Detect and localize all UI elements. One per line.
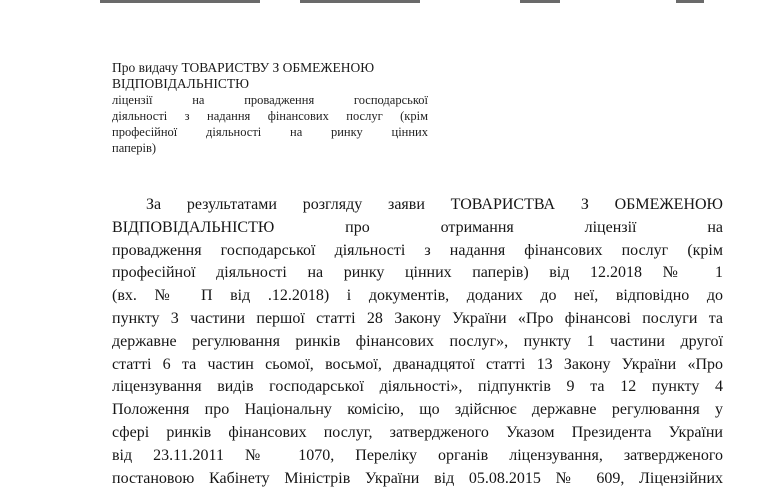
heading-subtitle-line: паперів) <box>112 141 157 155</box>
scan-mark <box>100 0 260 3</box>
body-line: Положення про Національну комісію, що здійснює державне регулювання у <box>112 401 723 419</box>
heading-title-line-2: ВІДПОВІДАЛЬНІСТЮ <box>112 76 249 91</box>
scan-mark <box>300 0 420 3</box>
body-line: (вх. № П від .12.2018) і документів, доданих до неї, відповідно до <box>112 287 723 305</box>
body-line: державне регулювання ринків фінансових послуг», пункту 1 частини другої <box>112 332 723 350</box>
body-line: ВІДПОВІДАЛЬНІСТЮ про отримання ліцензії на <box>112 218 723 236</box>
body-line: постановою Кабінету Міністрів України від 05.08.2015 № 609, Ліцензійних <box>112 469 723 487</box>
body-line: ліцензування видів господарської діяльності», підпунктів 9 та 12 пункту 4 <box>112 378 723 396</box>
document-heading <box>112 60 428 156</box>
body-line: провадження господарської діяльності з надання фінансових послуг (крім <box>112 241 723 259</box>
top-scan-marks <box>0 0 775 6</box>
body-line: За результатами розгляду заяви ТОВАРИСТВА З ОБМЕЖЕНОЮ <box>146 196 723 213</box>
body-line: сфері ринків фінансових послуг, затвердженого Указом Президента України <box>112 423 723 441</box>
body-line: статті 6 та частин сьомої, восьмої, дванадцятої статті 13 Закону України «Про <box>112 355 723 373</box>
document-body <box>112 194 723 490</box>
heading-subtitle-line: ліцензії на провадження господарської <box>112 93 428 107</box>
heading-subtitle <box>112 92 428 156</box>
heading-subtitle-line: професійної діяльності на ринку цінних <box>112 125 428 139</box>
body-line: професійної діяльності на ринку цінних паперів) від 12.2018 № 1 <box>112 264 723 282</box>
heading-subtitle-line: діяльності з надання фінансових послуг (крім <box>112 109 428 123</box>
scan-mark <box>676 0 704 3</box>
heading-title-line-1: Про видачу ТОВАРИСТВУ З ОБМЕЖЕНОЮ <box>112 60 375 75</box>
body-line: від 23.11.2011 № 1070, Переліку органів ліцензування, затвердженого <box>112 446 723 464</box>
body-line: пункту 3 частини першої статті 28 Закону України «Про фінансові послуги та <box>112 309 723 327</box>
scan-mark <box>520 0 560 3</box>
